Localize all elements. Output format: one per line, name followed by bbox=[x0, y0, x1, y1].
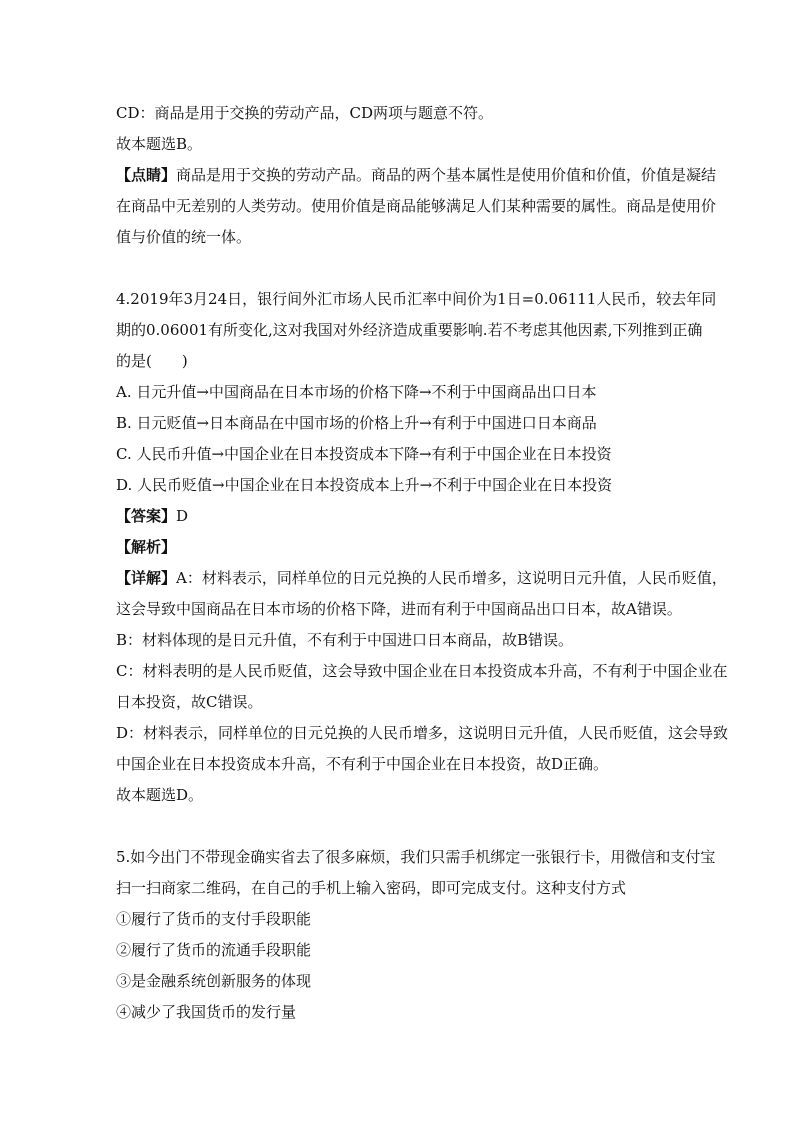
q5-item-4: ④减少了我国货币的发行量 bbox=[116, 1003, 297, 1021]
q3-answer-conclusion: 故本题选B。 bbox=[116, 135, 203, 153]
q3-dianjing-line-1 bbox=[116, 160, 717, 191]
detail-a-text-1: A：材料表示，同样单位的日元兑换的人民币增多，这说明日元升值，人民币贬值， bbox=[176, 569, 727, 587]
answer-tag: 【答案】 bbox=[116, 507, 177, 525]
jiexi-tag: 【解析】 bbox=[116, 538, 177, 556]
q4-stem-line-1: 4.2019年3月24日，银行间外汇市场人民币汇率中间价为1日=0.06111人民币，较去年同 bbox=[116, 290, 717, 308]
q3-dianjing-line-3: 值与价值的统一体。 bbox=[116, 228, 252, 246]
q4-detail-c-line-2: 日本投资，故C错误。 bbox=[116, 693, 263, 711]
q5-stem-line-2: 扫一扫商家二维码，在自己的手机上输入密码，即可完成支付。这种支付方式 bbox=[116, 879, 627, 897]
dianjing-text-1: 商品是用于交换的劳动产品。商品的两个基本属性是使用价值和价值，价值是凝结 bbox=[176, 166, 717, 184]
q4-detail-d-line-2: 中国企业在日本投资成本升高，不有利于中国企业在日本投资，故D正确。 bbox=[116, 755, 609, 773]
answer-value: D bbox=[176, 507, 189, 525]
q4-detail-c-line-1: C：材料表明的是人民币贬值，这会导致中国企业在日本投资成本升高，不有利于中国企业在 bbox=[116, 662, 728, 680]
spacer bbox=[116, 253, 686, 284]
q4-detail-a-line-1 bbox=[116, 563, 727, 594]
q3-option-cd-explanation: CD：商品是用于交换的劳动产品，CD两项与题意不符。 bbox=[116, 104, 494, 122]
q4-answer-line bbox=[116, 501, 686, 532]
document-body bbox=[116, 98, 729, 1028]
q4-option-d: D. 人民币贬值→中国企业在日本投资成本上升→不利于中国企业在日本投资 bbox=[116, 476, 613, 494]
q4-detail-b: B：材料体现的是日元升值，不有利于中国进口日本商品，故B错误。 bbox=[116, 631, 574, 649]
q4-conclusion: 故本题选D。 bbox=[116, 786, 204, 804]
q4-stem-line-2: 期的0.06001有所变化,这对我国对外经济造成重要影响.若不考虑其他因素,下列推到正确 bbox=[116, 321, 703, 339]
q4-stem-line-3: 的是( ) bbox=[116, 352, 188, 370]
spacer bbox=[116, 811, 686, 842]
q4-detail-d-line-1: D：材料表示，同样单位的日元兑换的人民币增多，这说明日元升值，人民币贬值，这会导致 bbox=[116, 724, 729, 742]
q5-item-1: ①履行了货币的支付手段职能 bbox=[116, 910, 312, 928]
q5-item-2: ②履行了货币的流通手段职能 bbox=[116, 941, 312, 959]
q3-dianjing-line-2: 在商品中无差别的人类劳动。使用价值是商品能够满足人们某种需要的属性。商品是使用价 bbox=[116, 197, 717, 215]
detail-tag: 【详解】 bbox=[116, 569, 177, 587]
q4-option-a: A. 日元升值→中国商品在日本市场的价格下降→不利于中国商品出口日本 bbox=[116, 383, 597, 401]
q4-option-c: C. 人民币升值→中国企业在日本投资成本下降→有利于中国企业在日本投资 bbox=[116, 445, 612, 463]
q5-item-3: ③是金融系统创新服务的体现 bbox=[116, 972, 312, 990]
q4-option-b: B. 日元贬值→日本商品在中国市场的价格上升→有利于中国进口日本商品 bbox=[116, 414, 597, 432]
q4-detail-a-line-2: 这会导致中国商品在日本市场的价格下降，进而有利于中国商品出口日本，故A错误。 bbox=[116, 600, 682, 618]
dianjing-tag: 【点睛】 bbox=[116, 166, 177, 184]
q5-stem-line-1: 5.如今出门不带现金确实省去了很多麻烦，我们只需手机绑定一张银行卡，用微信和支付宝 bbox=[116, 848, 716, 866]
